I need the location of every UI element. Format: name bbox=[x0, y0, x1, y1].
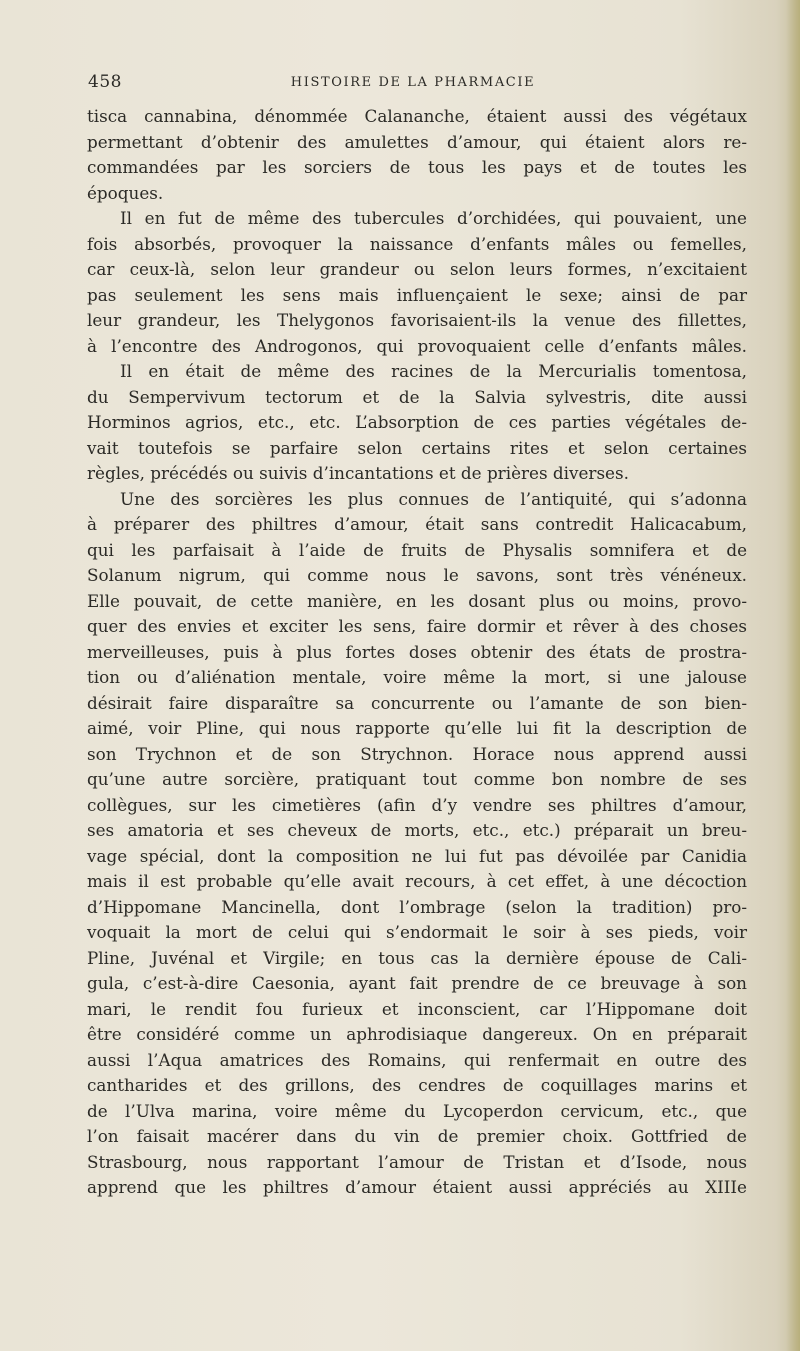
text-line: car ceux-là, selon leur grandeur ou selon leurs formes, n’excitaient bbox=[87, 259, 747, 279]
text-line: époques. bbox=[87, 182, 164, 203]
text-line: qu’une autre sorcière, pratiquant tout comme bon nombre de ses bbox=[87, 769, 747, 789]
text-line: mais il est probable qu’elle avait recours, à cet effet, à une décoction bbox=[87, 871, 747, 891]
text-line: Solanum nigrum, qui comme nous le savons, sont très vénéneux. bbox=[87, 565, 747, 585]
text-line: tisca cannabina, dénommée Calananche, étaient aussi des végétaux bbox=[87, 106, 747, 126]
text-line: Une des sorcières les plus connues de l’antiquité, qui s’adonna bbox=[120, 488, 747, 509]
running-title: HISTOIRE DE LA PHARMACIE bbox=[290, 75, 536, 90]
text-line: tion ou d’aliénation mentale, voire même la mort, si une jalouse bbox=[87, 667, 747, 687]
text-line: d’Hippomane Mancinella, dont l’ombrage (selon la tradition) pro- bbox=[87, 896, 747, 917]
body-text bbox=[87, 104, 747, 1201]
text-line: voquait la mort de celui qui s’endormait le soir à ses pieds, voir bbox=[87, 922, 747, 942]
text-line: merveilleuses, puis à plus fortes doses obtenir des états de prostra- bbox=[87, 641, 747, 662]
text-line: vage spécial, dont la composition ne lui fut pas dévoilée par Canidia bbox=[87, 845, 747, 866]
page-header bbox=[88, 72, 738, 100]
text-line: Pline, Juvénal et Virgile; en tous cas la dernière épouse de Cali- bbox=[87, 947, 747, 968]
text-line: qui les parfaisait à l’aide de fruits de Physalis somnifera et de bbox=[87, 539, 747, 560]
text-line: ses amatoria et ses cheveux de morts, etc., etc.) préparait un breu- bbox=[87, 820, 747, 840]
text-line: à l’encontre des Androgonos, qui provoquaient celle d’enfants mâles. bbox=[87, 335, 747, 356]
text-line: Il en fut de même des tubercules d’orchidées, qui pouvaient, une bbox=[120, 208, 747, 228]
page-number: 458 bbox=[88, 72, 122, 92]
text-line: mari, le rendit fou furieux et inconscient, car l’Hippomane doit bbox=[87, 998, 747, 1019]
text-line: commandées par les sorciers de tous les pays et de toutes les bbox=[87, 157, 747, 177]
text-line: de l’Ulva marina, voire même du Lycoperdon cervicum, etc., que bbox=[87, 1100, 747, 1121]
text-line: pas seulement les sens mais influençaient le sexe; ainsi de par bbox=[87, 284, 747, 305]
text-line: désirait faire disparaître sa concurrente ou l’amante de son bien- bbox=[87, 692, 747, 713]
text-line: aimé, voir Pline, qui nous rapporte qu’elle lui fit la description de bbox=[87, 718, 747, 738]
text-line: cantharides et des grillons, des cendres de coquillages marins et bbox=[87, 1075, 747, 1095]
text-line: fois absorbés, provoquer la naissance d’enfants mâles ou femelles, bbox=[87, 233, 747, 254]
text-line: permettant d’obtenir des amulettes d’amour, qui étaient alors re- bbox=[87, 131, 747, 152]
text-line: Il en était de même des racines de la Mercurialis tomentosa, bbox=[120, 361, 747, 381]
text-line: du Sempervivum tectorum et de la Salvia sylvestris, dite aussi bbox=[87, 386, 747, 407]
text-line: apprend que les philtres d’amour étaient aussi appréciés au XIIIe bbox=[87, 1177, 747, 1197]
text-line: aussi l’Aqua amatrices des Romains, qui renfermait en outre des bbox=[87, 1049, 747, 1070]
text-line: quer des envies et exciter les sens, faire dormir et rêver à des choses bbox=[87, 616, 747, 636]
text-line: Strasbourg, nous rapportant l’amour de Tristan et d’Isode, nous bbox=[87, 1151, 747, 1172]
text-line: collègues, sur les cimetières (afin d’y vendre ses philtres d’amour, bbox=[87, 794, 747, 815]
text-line: règles, précédés ou suivis d’incantations et de prières diverses. bbox=[87, 463, 629, 483]
text-line: être considéré comme un aphrodisiaque dangereux. On en préparait bbox=[87, 1024, 747, 1044]
page-edge-stain bbox=[786, 0, 800, 1351]
text-line: gula, c’est-à-dire Caesonia, ayant fait prendre de ce breuvage à son bbox=[87, 973, 747, 993]
text-line: Elle pouvait, de cette manière, en les dosant plus ou moins, provo- bbox=[87, 590, 747, 611]
text-line: l’on faisait macérer dans du vin de premier choix. Gottfried de bbox=[87, 1126, 747, 1146]
text-line: à préparer des philtres d’amour, était sans contredit Halicacabum, bbox=[87, 514, 747, 534]
text-line: leur grandeur, les Thelygonos favorisaient-ils la venue des fillettes, bbox=[87, 310, 747, 330]
text-line: vait toutefois se parfaire selon certains rites et selon certaines bbox=[87, 437, 747, 458]
text-line: Horminos agrios, etc., etc. L’absorption de ces parties végétales de- bbox=[87, 412, 747, 432]
text-line: son Trychnon et de son Strychnon. Horace nous apprend aussi bbox=[87, 743, 747, 764]
